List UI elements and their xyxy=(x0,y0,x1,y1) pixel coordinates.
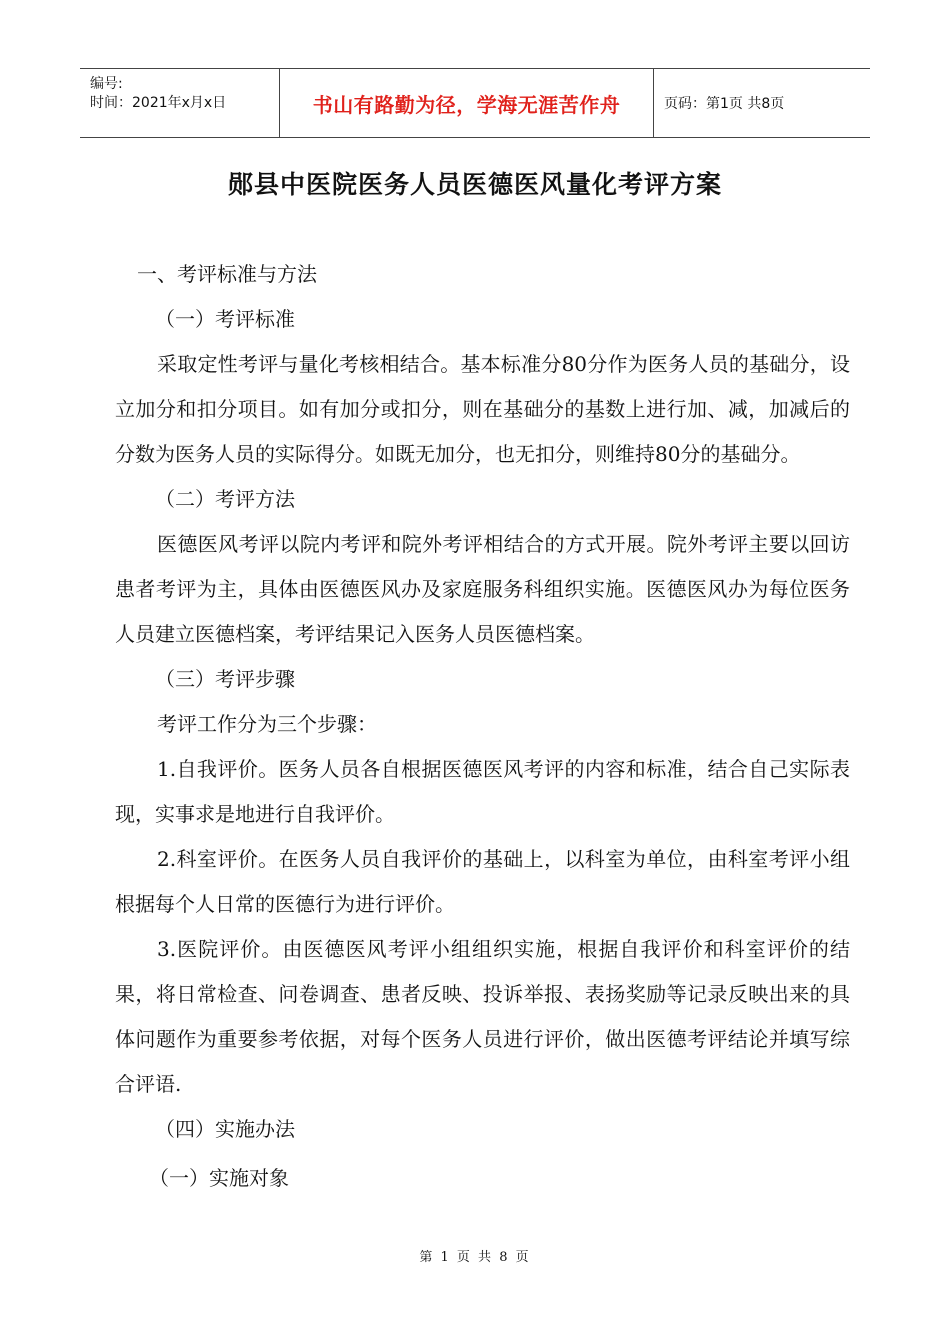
subsection-heading: （一）考评标准 xyxy=(155,307,295,331)
page-header xyxy=(80,68,870,138)
header-motto: 书山有路勤为径，学海无涯苦作舟 xyxy=(280,69,654,137)
list-item: 3.医院评价。由医德医风考评小组组织实施，根据自我评价和科室评价的结果，将日常检查、问卷调查、患者反映、投诉举报、表扬奖励等记录反映出来的具体问题作为重要参考依据，对每个医务人员进行评价，做出医德考评结论并填写综合评语. xyxy=(115,937,850,1096)
page-footer: 第 1 页 共 8 页 xyxy=(419,1250,531,1265)
paragraph: 采取定性考评与量化考核相结合。基本标准分80分作为医务人员的基础分，设立加分和扣分项目。如有加分或扣分，则在基础分的基数上进行加、减，加减后的分数为医务人员的实际得分。如既无加分，也无扣分，则维持80分的基础分。 xyxy=(115,352,850,466)
paragraph: 医德医风考评以院内考评和院外考评相结合的方式开展。院外考评主要以回访患者考评为主，具体由医德医风办及家庭服务科组织实施。医德医风办为每位医务人员建立医德档案，考评结果记入医务人员医德档案。 xyxy=(115,532,850,646)
subsection-heading: （三）考评步骤 xyxy=(155,667,295,691)
section-heading: 一、考评标准与方法 xyxy=(137,262,317,286)
list-item: 1.自我评价。医务人员各自根据医德医风考评的内容和标准，结合自己实际表现，实事求是地进行自我评价。 xyxy=(115,757,850,826)
header-meta xyxy=(80,69,280,137)
header-page-info: 页码：第1页 共8页 xyxy=(664,96,785,112)
subsection-heading: （一）实施对象 xyxy=(149,1166,289,1190)
number-label: 编号: xyxy=(90,76,123,92)
document-title: 郧县中医院医务人员医德医风量化考评方案 xyxy=(227,170,722,199)
document-body xyxy=(115,252,850,1201)
time-label: 时间：2021年x月x日 xyxy=(90,95,227,111)
subsection-heading: （二）考评方法 xyxy=(155,487,295,511)
subsection-heading: （四）实施办法 xyxy=(155,1117,295,1141)
paragraph: 考评工作分为三个步骤： xyxy=(157,712,377,736)
list-item: 2.科室评价。在医务人员自我评价的基础上，以科室为单位，由科室考评小组根据每个人日常的医德行为进行评价。 xyxy=(115,847,850,916)
